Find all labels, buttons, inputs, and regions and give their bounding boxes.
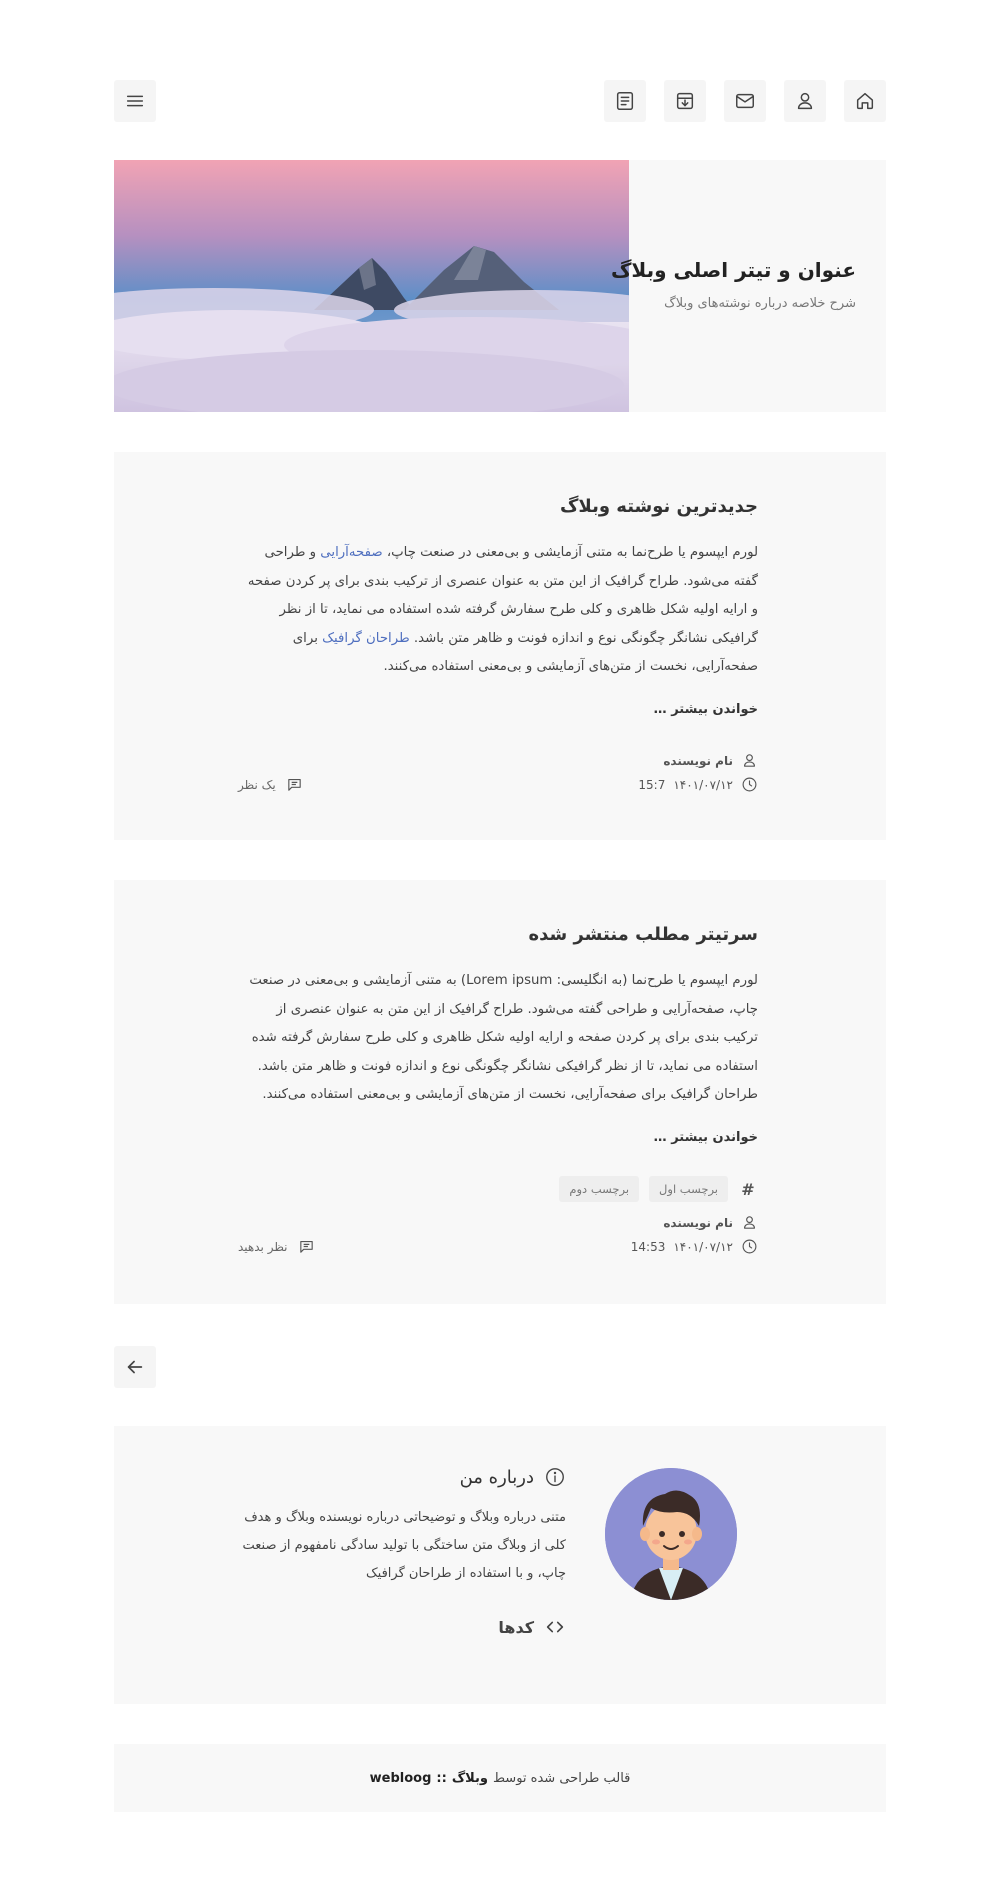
- inline-link[interactable]: طراحان گرافیک: [322, 630, 410, 646]
- post-date: ۱۴۰۱/۰۷/۱۲: [673, 777, 733, 792]
- clock-icon: [741, 776, 758, 793]
- post-card: [114, 452, 886, 840]
- post-title[interactable]: سرتیتر مطلب منتشر شده: [528, 924, 758, 945]
- footer-separator: ::: [436, 1770, 447, 1786]
- tag[interactable]: برچسب اول: [649, 1176, 728, 1202]
- info-icon: [544, 1466, 566, 1488]
- footer-prefix: قالب طراحی شده توسط: [492, 1770, 631, 1786]
- post-meta: [238, 1176, 758, 1276]
- codes-label: کدها: [498, 1617, 534, 1637]
- comments-count: نظر بدهید: [238, 1239, 288, 1254]
- post-time: 14:53: [630, 1239, 666, 1254]
- comment-icon: [286, 776, 303, 793]
- footer: [114, 1744, 886, 1812]
- about-content: [226, 1466, 566, 1638]
- date-line: [631, 1238, 758, 1255]
- avatar: [605, 1468, 737, 1600]
- about-heading: [226, 1466, 566, 1488]
- author-name[interactable]: نام نویسنده: [663, 753, 733, 768]
- archive-icon: [674, 90, 696, 112]
- blog-subtitle: شرح خلاصه درباره نوشته‌های وبلاگ: [664, 296, 856, 311]
- profile-button[interactable]: [784, 80, 826, 122]
- footer-blog-link[interactable]: وبلاگ: [451, 1770, 488, 1786]
- hero-image: [114, 160, 629, 412]
- arrow-left-icon: [124, 1356, 146, 1378]
- top-navigation: [114, 80, 886, 122]
- mail-icon: [734, 90, 756, 112]
- read-more-link[interactable]: خواندن بیشتر …: [653, 1129, 758, 1145]
- home-button[interactable]: [844, 80, 886, 122]
- post-content: [238, 496, 758, 717]
- user-icon: [794, 90, 816, 112]
- post-title[interactable]: جدیدترین نوشته وبلاگ: [559, 496, 758, 517]
- clock-icon: [741, 1238, 758, 1255]
- codes-link[interactable]: [226, 1616, 566, 1638]
- hero-text: [611, 258, 856, 311]
- code-icon: [544, 1616, 566, 1638]
- hash-icon: #: [741, 1179, 755, 1199]
- inline-link[interactable]: صفحه‌آرایی: [320, 545, 383, 560]
- hamburger-icon: [124, 90, 146, 112]
- comment-icon: [298, 1238, 315, 1255]
- about-title: درباره من: [459, 1466, 534, 1488]
- hero-banner: [114, 160, 886, 412]
- tag[interactable]: برچسب دوم: [559, 1176, 639, 1202]
- user-icon: [741, 1214, 758, 1231]
- mountain-image: [114, 160, 629, 412]
- post-meta: [238, 752, 758, 798]
- archive-button[interactable]: [664, 80, 706, 122]
- menu-button[interactable]: [114, 80, 156, 122]
- date-line: [638, 776, 758, 793]
- author-name[interactable]: نام نویسنده: [663, 1215, 733, 1230]
- page-container: [114, 0, 886, 1892]
- comments-count: یک نظر: [238, 777, 276, 792]
- about-description: متنی درباره وبلاگ و توضیحاتی درباره نویسنده وبلاگ و هدف کلی از وبلاگ متن ساختگی با تولید سادگی نامفهوم از صنعت چاپ، و با استفاده از طراحان گرافیک: [242, 1510, 566, 1581]
- post-text: و طراحی گفته می‌شود. طراح گرافیک از این متن به عنوان عنصری از ترکیب بندی برای پر کردن صفحه و ارایه اولیه شکل ظاهری و کلی طرح سفارش گرفته شده استفاده می نماید، تا از نظر گرافیکی نشانگر چگونگی نوع و اندازه فونت و ظاهر متن باشد.: [247, 545, 758, 646]
- post-text: برای صفحه‌آرایی، نخست از متن‌های آزمایشی و بی‌معنی استفاده می‌کنند.: [292, 630, 758, 674]
- post-date: ۱۴۰۱/۰۷/۱۲: [673, 1239, 733, 1254]
- contact-button[interactable]: [724, 80, 766, 122]
- comments-link[interactable]: [238, 1238, 315, 1255]
- author-line: [663, 1214, 758, 1231]
- avatar-illustration: [605, 1468, 737, 1600]
- author-line: [663, 752, 758, 769]
- user-icon: [741, 752, 758, 769]
- document-icon: [614, 90, 636, 112]
- footer-brand-link[interactable]: webloog: [369, 1770, 432, 1786]
- post-text: لورم ایپسوم یا طرح‌نما به متنی آزمایشی و بی‌معنی در صنعت چاپ،: [382, 545, 758, 560]
- blog-title: عنوان و تیتر اصلی وبلاگ: [610, 258, 856, 282]
- post-time: 15:7: [638, 777, 666, 792]
- post-content: [238, 924, 758, 1145]
- comments-link[interactable]: [238, 776, 303, 793]
- read-more-link[interactable]: خواندن بیشتر …: [653, 701, 758, 717]
- tag-list: [559, 1176, 758, 1202]
- post-excerpt: لورم ایپسوم یا طرح‌نما (به انگلیسی: Lorem ipsum) به متنی آزمایشی و بی‌معنی در صنعت چاپ، صفحه‌آرایی و طراحی گفته می‌شود. طراح گرافیک از این متن به عنوان عنصری از ترکیب بندی برای پر کردن صفحه و ارایه اولیه شکل ظاهری و کلی طرح سفارش گرفته شده استفاده می نماید، تا از نظر گرافیکی نشانگر چگونگی نوع و اندازه فونت و ظاهر متن باشد. طراحان گرافیک برای صفحه‌آرایی، نخست از متن‌های آزمایشی و بی‌معنی استفاده می‌کنند.: [249, 973, 758, 1102]
- older-posts-button[interactable]: [114, 1346, 156, 1388]
- home-icon: [854, 90, 876, 112]
- post-excerpt: [238, 539, 758, 682]
- post-card: [114, 880, 886, 1304]
- posts-button[interactable]: [604, 80, 646, 122]
- about-card: [114, 1426, 886, 1704]
